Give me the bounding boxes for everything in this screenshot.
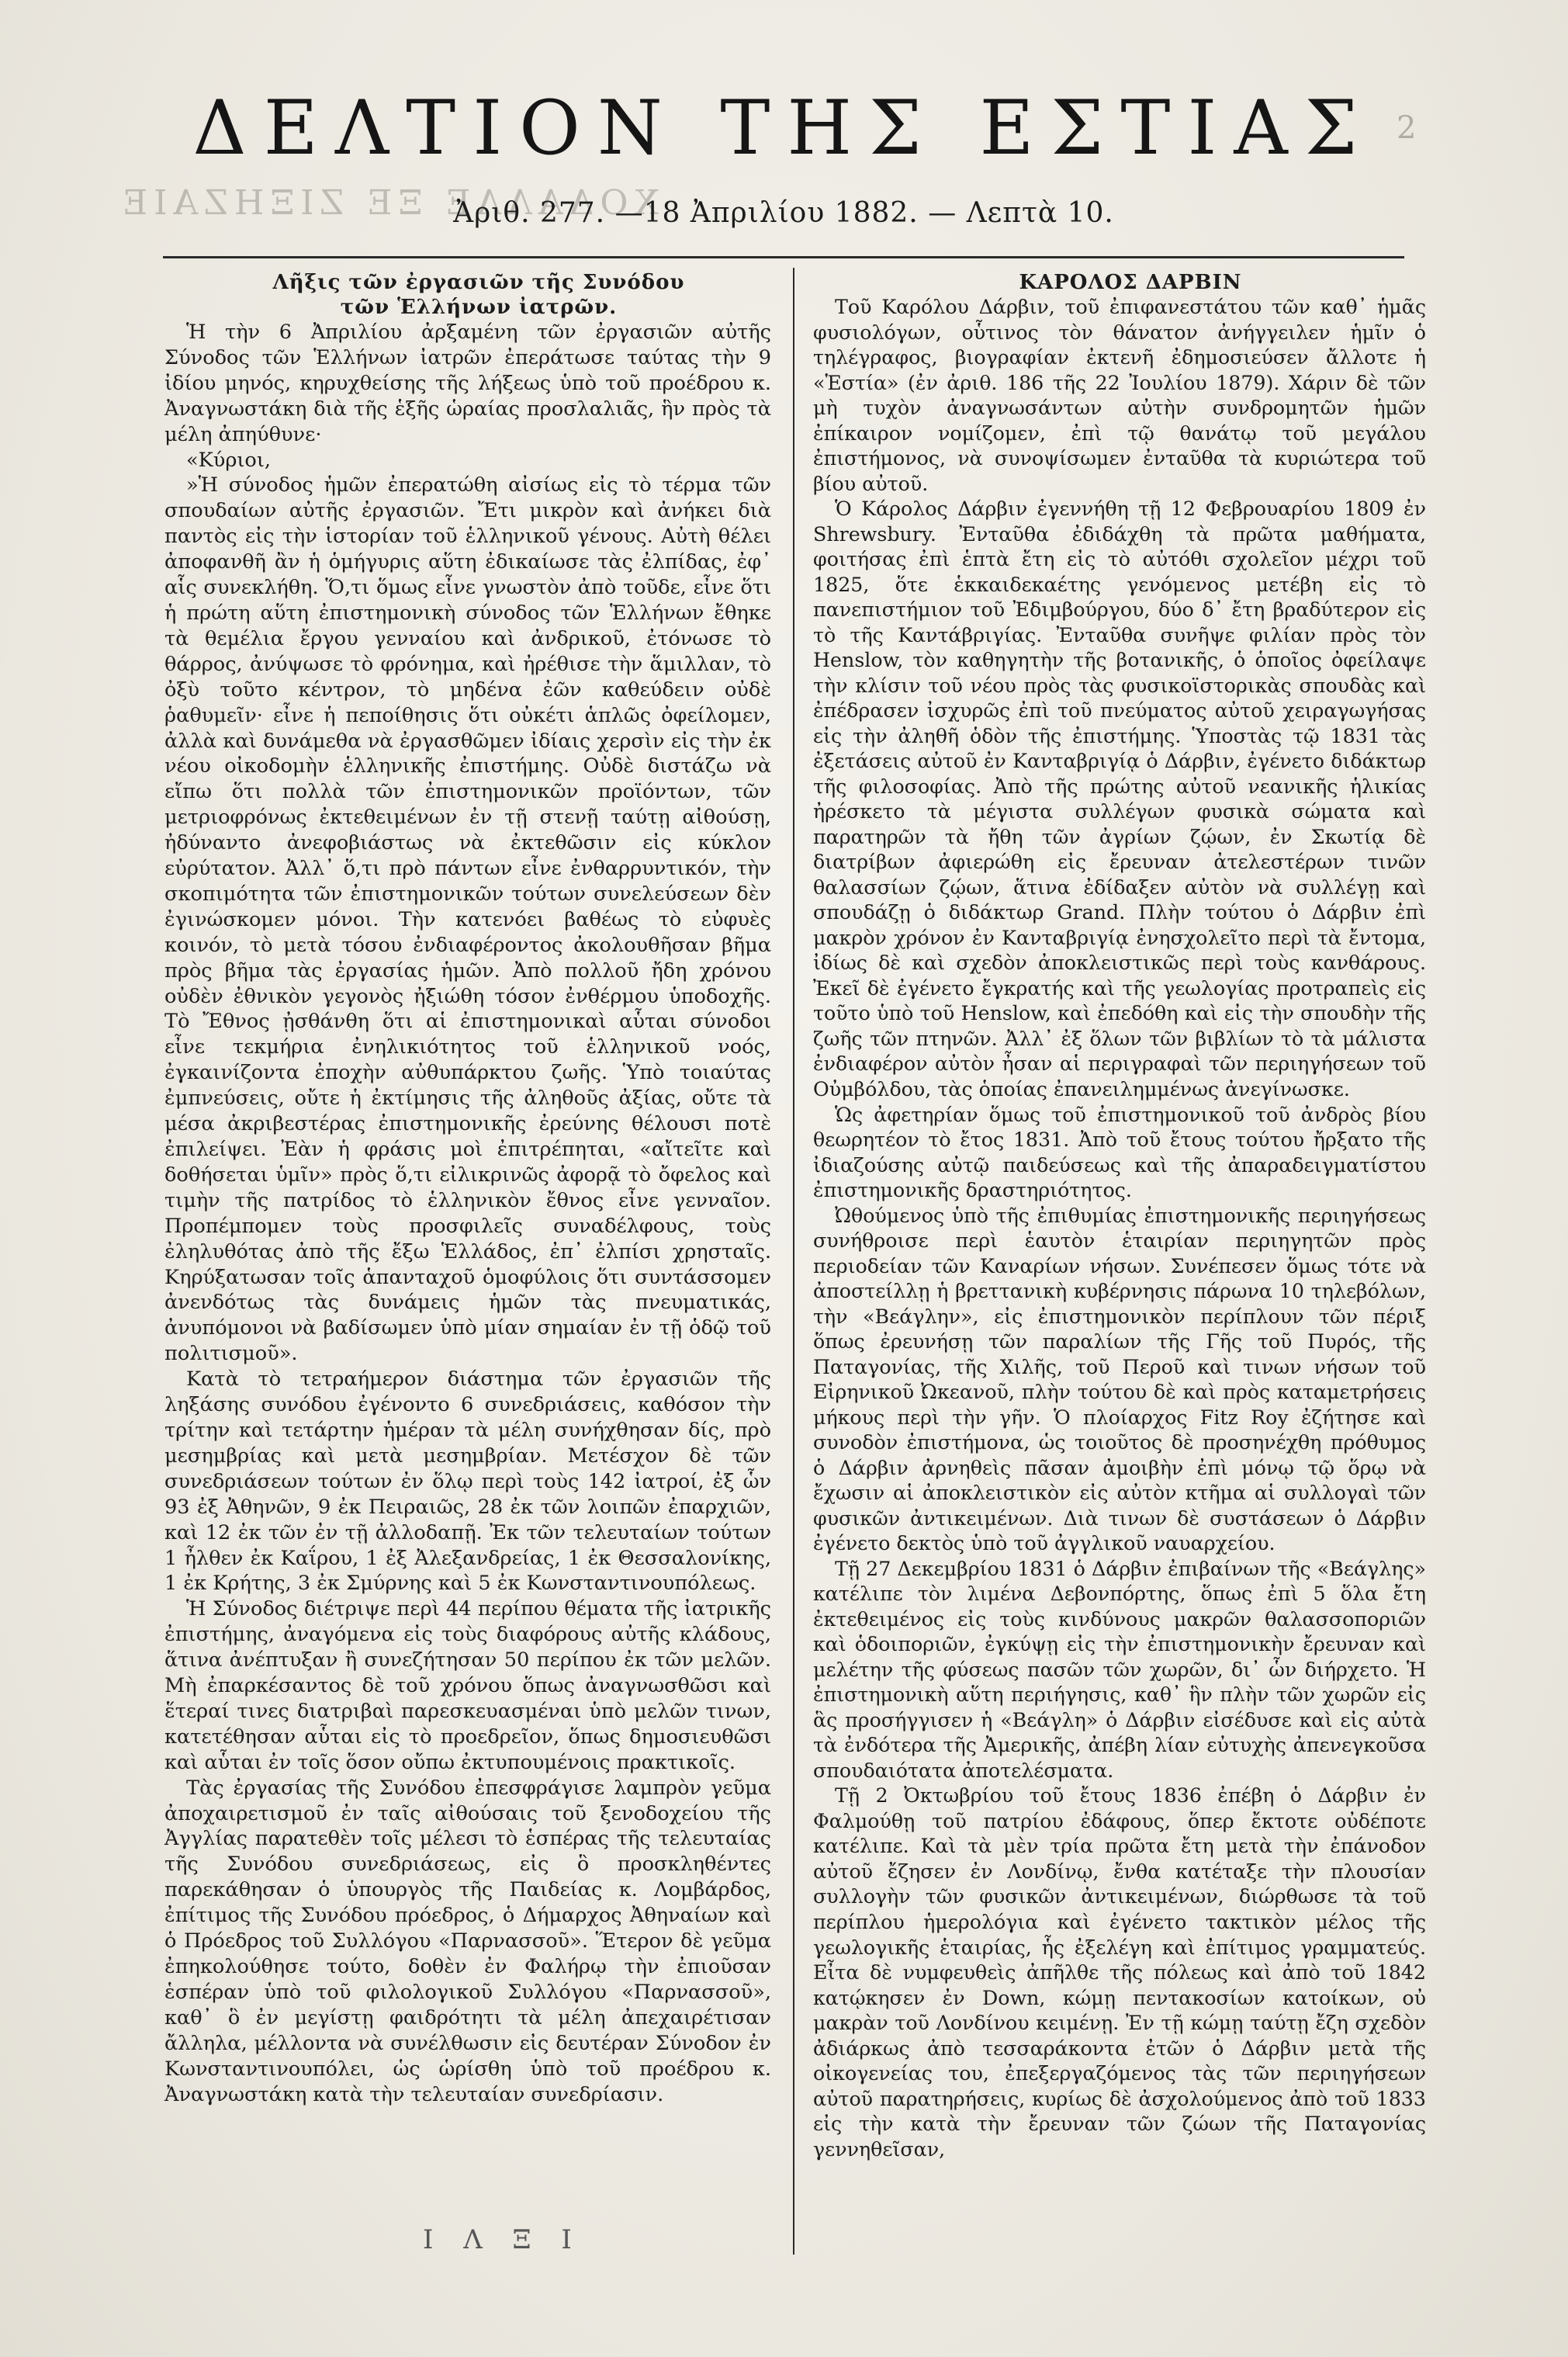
left-paragraph: Ἡ Σύνοδος διέτριψε περὶ 44 περίπου θέματα τῆς ἰατρικῆς ἐπιστήμης, ἀναγόμενα εἰς τοὺς διαφόρους αὐτῆς κλάδους, ἅτινα ἀνέπτυξαν ἢ συνεζήτησαν 50 περίπου ἐκ τῶν μελῶν. Μὴ ἐπαρκέσαντος δὲ τοῦ χρόνου ὅπως ἀναγνωσθῶσι καὶ ἕτεραί τινες διατριβαὶ παρεσκευασμέναι ὑπὸ μελῶν τινων, κατετέθησαν αὗται εἰς τὸ προεδρεῖον, ὅπως δημοσιευθῶσι καὶ αὗται ἐν τοῖς ὅσον οὔπω ἐκτυπουμένοις πρακτικοῖς.	[164, 1597, 771, 1774]
right-paragraph: Τῇ 2 Ὀκτωβρίου τοῦ ἔτους 1836 ἐπέβη ὁ Δάρβιν ἐν Φαλμούθῃ τοῦ πατρίου ἐδάφους, ὅπερ ἔκτοτε οὐδέποτε κατέλιπε. Καὶ τὰ μὲν τρία πρῶτα ἔτη μετὰ τὴν ἐπάνοδον αὐτοῦ ἔζησεν ἐν Λονδίνῳ, ἔνθα κατέταξε τὴν πλουσίαν συλλογὴν τῶν φυσικῶν ἀντικειμένων, διώρθωσε τὰ τοῦ περίπλου ἡμερολόγια καὶ ἐγένετο τακτικὸν μέλος τῆς γεωλογικῆς ἑταιρίας, ἧς ἐξελέγη καὶ ἐπίτιμος γραμματεύς. Εἶτα δὲ νυμφευθεὶς ἀπῆλθε τῆς πόλεως καὶ ἀπὸ τοῦ 1842 κατῴκησεν ἐν Down, κώμῃ πεντακοσίων κατοίκων, οὐ μακρὰν τοῦ Λονδίνου κειμένῃ. Ἐν τῇ κώμῃ ταύτῃ ἔζη σχεδὸν ἀδιάρκως ἀπὸ τεσσαράκοντα ἐτῶν ὁ Δάρβιν μετὰ τῆς οἰκογενείας του, ἐπεξεργαζόμενος τὰς τῶν περιηγήσεων αὐτοῦ παρατηρήσεις, κυρίως δὲ ἀσχολούμενος ἀπὸ τοῦ 1833 εἰς τὴν κατὰ τὴν ἔρευναν τῶν ζώων τῆς Παταγονίας γεννηθεῖσαν,	[813, 1784, 1426, 2161]
right-heading: ΚΑΡΟΛΟΣ ΔΑΡΒΙΝ	[1019, 271, 1242, 294]
left-paragraph: «Κύριοι,	[186, 448, 271, 472]
left-paragraph: Κατὰ τὸ τετραήμερον διάστημα τῶν ἐργασιῶν τῆς ληξάσης συνόδου ἐγένοντο 6 συνεδριάσεις, καθόσον τὴν τρίτην καὶ τετάρτην ἡμέραν τὰ μέλη συνήχθησαν δίς, πρὸ μεσημβρίας καὶ μετὰ μεσημβρίαν. Μετέσχον δὲ τῶν συνεδριάσεων τούτων ἐν ὅλῳ περὶ τοὺς 142 ἰατροί, ἐξ ὧν 93 ἐξ Ἀθηνῶν, 9 ἐκ Πειραιῶς, 28 ἐκ τῶν λοιπῶν ἐπαρχιῶν, καὶ 12 ἐκ τῶν ἐν τῇ ἀλλοδαπῇ. Ἐκ τῶν τελευταίων τούτων 1 ἦλθεν ἐκ Καΐρου, 1 ἐξ Ἀλεξανδρείας, 1 ἐκ Θεσσαλονίκης, 1 ἐκ Κρήτης, 3 ἐκ Σμύρνης καὶ 5 ἐκ Κωνσταντινουπόλεως.	[164, 1367, 771, 1596]
left-column	[164, 270, 771, 2107]
masthead-title: ΔΕΛΤΙΟΝ ΤΗΣ ΕΣΤΙΑΣ	[192, 85, 1375, 172]
right-paragraph: Τῇ 27 Δεκεμβρίου 1831 ὁ Δάρβιν ἐπιβαίνων τῆς «Βεάγλης» κατέλιπε τὸν λιμένα Δεβονπόρτης, ὅπως ἐπὶ 5 ὅλα ἔτη ἐκτεθειμένος εἰς τοὺς κινδύνους μακρῶν θαλασσοποριῶν καὶ ὁδοιποριῶν, ἐγκύψῃ εἰς τὴν ἐπιστημονικὴν ἔρευναν καὶ μελέτην τῆς φύσεως πασῶν τῶν χωρῶν, δι᾽ ὧν διήρχετο. Ἡ ἐπιστημονικὴ αὕτη περιήγησις, καθ᾽ ἣν πλὴν τῶν χωρῶν εἰς ἃς προσήγγισεν ἡ «Βεάγλη» ὁ Δάρβιν εἰσέδυσε καὶ εἰς αὐτὰ τὰ ἐνδότερα τῆς Ἀμερικῆς, ἀπέβη λίαν εὐτυχὴς ἀπενεγκοῦσα σπουδαιότατα ἀποτελέσματα.	[813, 1557, 1426, 1782]
left-paragraph: »Ἡ σύνοδος ἡμῶν ἐπερατώθη αἰσίως εἰς τὸ τέρμα τῶν σπουδαίων αὐτῆς ἐργασιῶν. Ἔτι μικρὸν καὶ ἀνήκει διὰ παντὸς εἰς τὴν ἱστορίαν τοῦ ἑλληνικοῦ γένους. Αὐτὴ θέλει ἀποφανθῆ ἂν ἡ ὁμήγυρις αὕτη ἐδικαίωσε τὰς ἐλπίδας, ἐφ᾽ αἷς συνεκλήθη. Ὅ,τι ὅμως εἶνε γνωστὸν ἀπὸ τοῦδε, εἶνε ὅτι ἡ πρώτη αὕτη ἐπιστημονικὴ σύνοδος τῶν Ἑλλήνων ἔθηκε τὰ θεμέλια ἔργου γενναίου καὶ ἀνδρικοῦ, ἐτόνωσε τὸ θάρρος, ἀνύψωσε τὸ φρόνημα, καὶ ἠρέθισε τὴν ἅμιλλαν, τὸ ὀξὺ τοῦτο κέντρον, τὸ μηδένα ἐῶν καθεύδειν οὐδὲ ῥαθυμεῖν· εἶνε ἡ πεποίθησις ὅτι οὐκέτι ἁπλῶς ὀφείλομεν, ἀλλὰ καὶ δυνάμεθα νὰ ἐργασθῶμεν ἰδίαις χερσὶν εἰς τὴν ἐκ νέου οἰκοδομὴν ἑλληνικῆς ἐπιστήμης. Οὐδὲ διστάζω νὰ εἴπω ὅτι πολλὰ τῶν ἐπιστημονικῶν προϊόντων, τῶν μετριοφρόνως ἐκτεθειμένων ἐν τῇ στενῇ ταύτῃ αἰθούσῃ, ἠδύναντο ἀνεφοβιάστως νὰ ἐκτεθῶσιν εἰς κύκλον εὐρύτατον. Ἀλλ᾽ ὅ,τι πρὸ πάντων εἶνε ἐνθαρρυντικόν, τὴν σκοπιμότητα τῶν ἐπιστημονικῶν τούτων συνελεύσεων δὲν ἐγινώσκομεν μόνοι. Τὴν κατενόει βαθέως τὸ εὐφυὲς κοινόν, τὸ μετὰ τόσου ἐνδιαφέροντος ἀκολουθῆσαν βῆμα πρὸς βῆμα τὰς ἐργασίας ἡμῶν. Ἀπὸ πολλοῦ ἤδη χρόνου οὐδὲν ἐθνικὸν γεγονὸς ἠξιώθη τόσον ἐνθέρμου ὑποδοχῆς. Τὸ Ἔθνος ᾐσθάνθη ὅτι αἱ ἐπιστημονικαὶ αὗται σύνοδοι εἶνε τεκμήρια ἐνηλικιότητος τοῦ ἑλληνικοῦ νοός, ἐγκαινίζοντα ἐποχὴν αὐθυπάρκτου ζωῆς. Ὑπὸ τοιαύτας ἐμπνεύσεις, οὔτε ἡ ἐκτίμησις τῆς ἀληθοῦς ἀξίας, οὔτε τὰ μέσα ἀκριβεστέρας ἐπιστημονικῆς ἐρεύνης θέλουσι ποτὲ ἐπιλείψει. Ἐὰν ἡ φράσις μοὶ ἐπιτρέπηται, «αἴτεῖτε καὶ δοθήσεται ὑμῖν» πρὸς ὅ,τι εἰλικρινῶς ἀφορᾷ τὸ ὄφελος καὶ τιμὴν τῆς πατρίδος τὸ ἑλληνικὸν ἔθνος εἶνε γενναῖον. Προπέμπομεν τοὺς προσφιλεῖς συναδέλφους, τοὺς ἐληλυθότας ἀπὸ τῆς ἔξω Ἑλλάδος, ἐπ᾽ ἐλπίσι χρησταῖς. Κηρύξατωσαν τοῖς ἁπανταχοῦ ὁμοφύλοις ὅτι συντάσσομεν ἀνενδότως τὰς δυνάμεις ἡμῶν τὰς πνευματικάς, ἀνυπόμονοι νὰ βαδίσωμεν ὑπὸ μίαν σημαίαν ἐν τῇ ὁδῷ τοῦ πολιτισμοῦ».	[164, 473, 771, 1366]
right-paragraph: Ὠθούμενος ὑπὸ τῆς ἐπιθυμίας ἐπιστημονικῆς περιηγήσεως συνήθροισε περὶ ἑαυτὸν ἑταιρίαν περιηγητῶν πρὸς περιοδείαν τῶν Καναρίων νήσων. Συνέπεσεν ὅμως τότε νὰ ἀποστείλλῃ ἡ βρεττανικὴ κυβέρνησις πάρωνα 10 τηλεβόλων, τὴν «Βεάγλην», εἰς ἐπιστημονικὸν περίπλουν τῶν πέριξ ὅπως ἐρευνήσῃ τῶν παραλίων τῆς Γῆς τοῦ Πυρός, τῆς Παταγονίας, τῆς Χιλῆς, τοῦ Περοῦ καὶ τινων νήσων τοῦ Εἰρηνικοῦ Ὠκεανοῦ, πλὴν τούτου δὲ καὶ πρὸς καταμετρήσεις μήκους περὶ τὴν γῆν. Ὁ πλοίαρχος Fitz Roy ἐζήτησε καὶ συνοδὸν ἐπιστήμονα, ὡς τοιοῦτος δὲ προσηνέχθη πρόθυμος ὁ Δάρβιν ἀρνηθεὶς πᾶσαν ἀμοιβὴν ἐπὶ μόνῳ τῷ ὅρῳ νὰ ἔχωσιν αἱ ἀποκλειστικὸν εἰς αὐτὸν κτῆμα αἱ συλλογαὶ τῶν φυσικῶν ἀντικειμένων. Διὰ τινων δὲ συστάσεων ὁ Δάρβιν ἐγένετο δεκτὸς ὑπὸ τοῦ ἀγγλικοῦ ναυαρχείου.	[813, 1204, 1426, 1555]
right-paragraph: Τοῦ Καρόλου Δάρβιν, τοῦ ἐπιφανεστάτου τῶν καθ᾽ ἡμᾶς φυσιολόγων, οὗτινος τὸν θάνατον ἀνήγγειλεν ἡμῖν ὁ τηλέγραφος, βιογραφίαν ἐκτενῆ ἐδημοσιεύσεν ἄλλοτε ἡ «Ἑστία» (ἐν ἀριθ. 186 τῆς 22 Ἰουλίου 1879). Χάριν δὲ τῶν μὴ τυχὸν ἀναγνωσάντων αὐτὴν συνδρομητῶν ἡμῶν ἐπίκαιρον νομίζομεν, ἐπὶ τῷ θανάτῳ τοῦ μεγάλου ἐπιστήμονος, νὰ συνοψίσωμεν ἐνταῦθα τὰ κυριώτερα τοῦ βίου αὐτοῦ.	[813, 296, 1426, 495]
left-heading-2: τῶν Ἑλλήνων ἰατρῶν.	[340, 296, 618, 319]
left-heading-1: Λῆξις τῶν ἐργασιῶν τῆς Συνόδου	[272, 271, 685, 294]
right-paragraph: Ὁ Κάρολος Δάρβιν ἐγεννήθη τῇ 12 Φεβρουαρίου 1809 ἐν Shrewsbury. Ἐνταῦθα ἐδιδάχθη τὰ πρῶτα μαθήματα, φοιτήσας ἐπὶ ἑπτὰ ἔτη εἰς τὸ αὐτόθι σχολεῖον μέχρι τοῦ 1825, ὅτε ἑκκαιδεκαέτης γενόμενος μετέβη εἰς τὸ πανεπιστήμιον τοῦ Ἐδιμβούργου, δύο δ᾽ ἔτη βραδύτερον εἰς τὸ τῆς Καντάβριγίας. Ἐνταῦθα συνῆψε φιλίαν πρὸς τὸν Henslow, τὸν καθηγητὴν τῆς βοτανικῆς, ὁ ὁποῖος ὀφείλαψε τὴν κλίσιν τοῦ νέου πρὸς τὰς φυσικοϊστορικὰς σπουδὰς καὶ ἐπέδρασεν ἰσχυρῶς ἐπὶ τοῦ πνεύματος αὐτοῦ χειραγωγήσας εἰς τὴν ἀληθῆ ὁδὸν τῆς ἐπιστήμης. Ὑποστὰς τῷ 1831 τὰς ἐξετάσεις αὐτοῦ ἐν Κανταβριγίᾳ ὁ Δάρβιν, ἐγένετο διδάκτωρ τῆς φιλοσοφίας. Ἀπὸ τῆς πρώτης αὐτοῦ νεανικῆς ἡλικίας ἠρέσκετο τὰ μέγιστα συλλέγων φυσικὰ σώματα καὶ παρατηρῶν τὰ ἤθη τῶν ἀγρίων ζῴων, ἐν Σκωτίᾳ δὲ διατρίβων ἀφιερώθη εἰς ἔρευναν ἀτελεστέρων τινῶν θαλασσίων ζῴων, ἅτινα ἐδίδαξεν αὐτὸν νὰ συλλέγῃ καὶ σπουδάζῃ ὁ διδάκτωρ Grand. Πλὴν τούτου ὁ Δάρβιν ἐπὶ μακρὸν χρόνον ἐν Κανταβριγίᾳ ἐνησχολεῖτο περὶ τὰ ἔντομα, ἰδίως δὲ καὶ σχεδὸν ἀποκλειστικῶς περὶ τοὺς κανθάρους. Ἐκεῖ δὲ ἐγένετο ἔγκρατής καὶ τῆς γεωλογίας προτραπεὶς εἰς τοῦτο ὑπὸ τοῦ Henslow, καὶ ἐπεδόθη καὶ εἰς τὴν σπουδὴν τῆς ζωῆς τῶν πτηνῶν. Ἀλλ᾽ ἐξ ὅλων τῶν βιβλίων τὸ τὰ μάλιστα ἐνδιαφέρον αὐτὸν ἦσαν αἱ περιγραφαὶ τῶν περιηγήσεων τοῦ Οὐμβόλδου, τὰς ὁποίας ἐπανειλημμένως ἀνεγίνωσκε.	[813, 497, 1426, 1101]
right-column	[813, 270, 1426, 2162]
column-divider	[793, 268, 794, 2255]
bottom-mark: Ι Λ Ξ Ι	[423, 2224, 583, 2255]
bleed-through-text: ΧΟΔΑΛΛΕ ΞΕ ΖΙΞΗΖΑΙΕ	[116, 183, 659, 223]
issue-dateline: Ἀριθ. 277. —18 Ἀπριλίου 1882. — Λεπτὰ 10.	[453, 197, 1114, 229]
left-paragraph: Ἡ τὴν 6 Ἀπριλίου ἀρξαμένη τῶν ἐργασιῶν αὐτῆς Σύνοδος τῶν Ἑλλήνων ἰατρῶν ἐπεράτωσε ταύτας τὴν 9 ἰδίου μηνός, κηρυχθείσης τῆς λήξεως ὑπὸ τοῦ προέδρου κ. Ἀναγνωστάκη διὰ τῆς ἑξῆς ὡραίας προσλαλιᾶς, ἣν πρὸς τὰ μέλη ἀπηύθυνε·	[164, 321, 771, 446]
header-rule	[163, 256, 1404, 258]
corner-number: 2	[1397, 110, 1417, 146]
right-paragraph: Ὡς ἀφετηρίαν ὅμως τοῦ ἐπιστημονικοῦ τοῦ ἀνδρὸς βίου θεωρητέον τὸ ἔτος 1831. Ἀπὸ τοῦ ἔτους τούτου ἤρξατο τῆς ἰδιαζούσης αὐτῷ παιδεύσεως καὶ τῆς ἀπαραδειγματίστου ἐπιστημονικῆς δραστηριότητος.	[813, 1103, 1426, 1202]
left-paragraph: Τὰς ἐργασίας τῆς Συνόδου ἐπεσφράγισε λαμπρὸν γεῦμα ἀποχαιρετισμοῦ ἐν ταῖς αἰθούσαις τοῦ ξενοδοχείου τῆς Ἀγγλίας παρατεθὲν τοῖς μέλεσι τὸ ἑσπέρας τῆς τελευταίας τῆς Συνόδου συνεδριάσεως, εἰς ὃ προσκληθέντες παρεκάθησαν ὁ ὑπουργὸς τῆς Παιδείας κ. Λομβάρδος, ἐπίτιμος τῆς Συνόδου πρόεδρος, ὁ Δήμαρχος Ἀθηναίων καὶ ὁ Πρόεδρος τοῦ Συλλόγου «Παρνασσοῦ». Ἕτερον δὲ γεῦμα ἐπηκολούθησε τούτο, δοθὲν ἐν Φαλήρῳ τὴν ἐπιοῦσαν ἑσπέραν ὑπὸ τοῦ φιλολογικοῦ Συλλόγου «Παρνασσοῦ», καθ᾽ ὃ ἐν μεγίστῃ φαιδρότητι τὰ μέλη ἀπεχαιρέτισαν ἄλληλα, μέλλοντα νὰ συνέλθωσιν εἰς δευτέραν Σύνοδον ἐν Κωνσταντινουπόλει, ὡς ὡρίσθη ὑπὸ τοῦ προέδρου κ. Ἀναγνωστάκη κατὰ τὴν τελευταίαν συνεδρίασιν.	[164, 1776, 771, 2106]
